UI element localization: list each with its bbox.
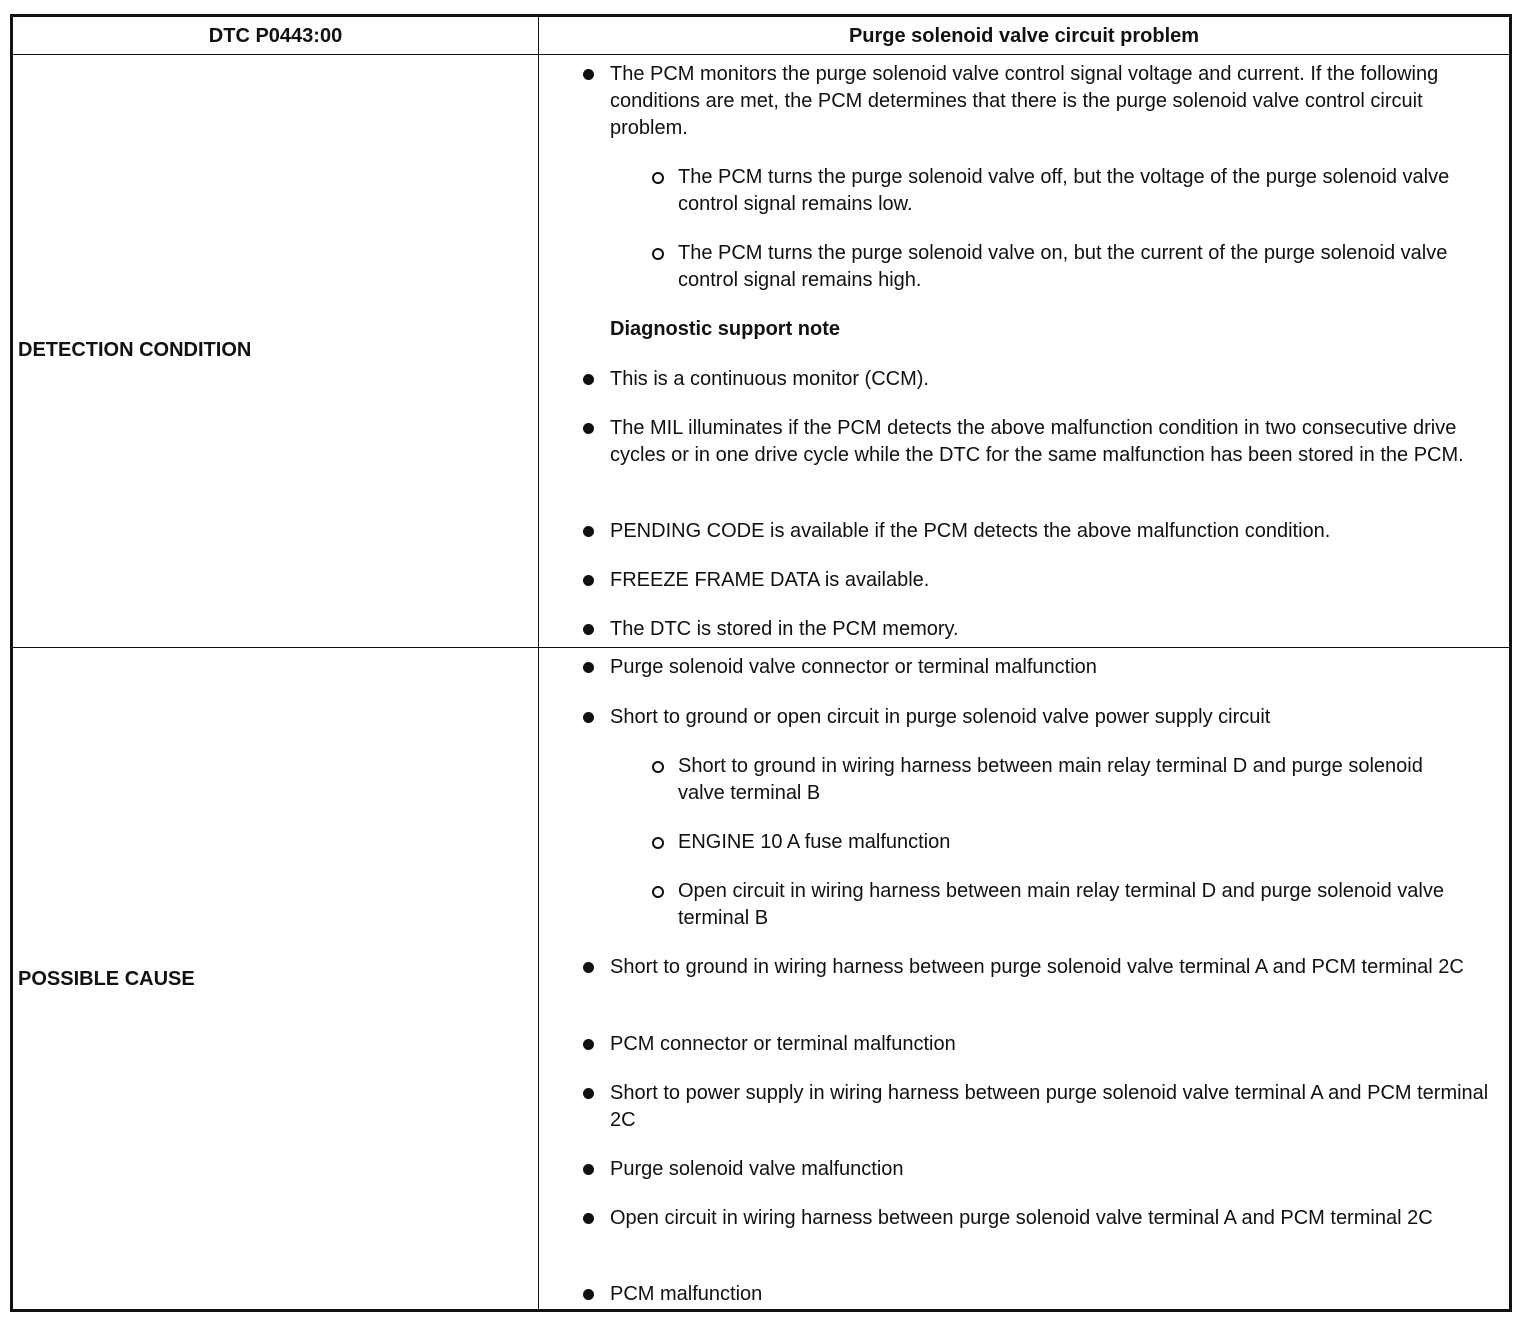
cause-sub-item: Open circuit in wiring harness between main relay terminal D and purge solenoid valve terminal B [678,878,1468,932]
note-item: PENDING CODE is available if the PCM detects the above malfunction condition. [610,518,1490,545]
cause-sub-item: ENGINE 10 A fuse malfunction [678,829,1468,856]
circle-bullet-icon [652,248,664,260]
bullet-icon [583,662,594,673]
bullet-icon [583,1039,594,1050]
note-item: The DTC is stored in the PCM memory. [610,616,1490,643]
bullet-icon [583,962,594,973]
detection-condition-label: DETECTION CONDITION [18,339,252,361]
cause-item: Purge solenoid valve connector or terminal malfunction [610,654,1490,681]
cause-sub-item: Short to ground in wiring harness between main relay terminal D and purge solenoid valve terminal B [678,753,1468,807]
bullet-icon [583,575,594,586]
bullet-icon [583,1289,594,1300]
cause-item: PCM malfunction [610,1281,1490,1308]
diagnostic-support-note-heading: Diagnostic support note [610,318,840,340]
cause-item: Open circuit in wiring harness between purge solenoid valve terminal A and PCM terminal 2C [610,1205,1490,1232]
dtc-title-header: Purge solenoid valve circuit problem [848,25,1200,47]
circle-bullet-icon [652,172,664,184]
detection-intro-item: The PCM monitors the purge solenoid valve control signal voltage and current. If the following conditions are met, the PCM determines that there is the purge solenoid valve control circuit problem. [610,61,1490,142]
possible-cause-label: POSSIBLE CAUSE [18,968,195,990]
bullet-icon [583,1088,594,1099]
condition-item: The PCM turns the purge solenoid valve off, but the voltage of the purge solenoid valve control signal remains low. [678,164,1468,218]
bullet-icon [583,423,594,434]
note-item: The MIL illuminates if the PCM detects the above malfunction condition in two consecutive drive cycles or in one drive cycle while the DTC for the same malfunction has been stored in the PCM. [610,415,1490,469]
cause-item: PCM connector or terminal malfunction [610,1031,1490,1058]
note-item: This is a continuous monitor (CCM). [610,366,1490,393]
bullet-icon [583,526,594,537]
condition-item: The PCM turns the purge solenoid valve on, but the current of the purge solenoid valve control signal remains high. [678,240,1468,294]
dtc-table [10,14,1512,1312]
detection-condition-cell [539,17,1509,647]
cause-item: Short to ground or open circuit in purge solenoid valve power supply circuit [610,704,1490,731]
bullet-icon [583,712,594,723]
bullet-icon [583,624,594,635]
bullet-icon [583,1213,594,1224]
circle-bullet-icon [652,886,664,898]
circle-bullet-icon [652,837,664,849]
circle-bullet-icon [652,761,664,773]
note-item: FREEZE FRAME DATA is available. [610,567,1490,594]
possible-cause-cell [539,648,1509,1309]
cause-item: Short to ground in wiring harness between purge solenoid valve terminal A and PCM terminal 2C [610,954,1490,981]
dtc-code-header: DTC P0443:00 [208,25,343,47]
cause-item: Short to power supply in wiring harness between purge solenoid valve terminal A and PCM terminal 2C [610,1080,1490,1134]
bullet-icon [583,69,594,80]
cause-item: Purge solenoid valve malfunction [610,1156,1490,1183]
bullet-icon [583,374,594,385]
bullet-icon [583,1164,594,1175]
